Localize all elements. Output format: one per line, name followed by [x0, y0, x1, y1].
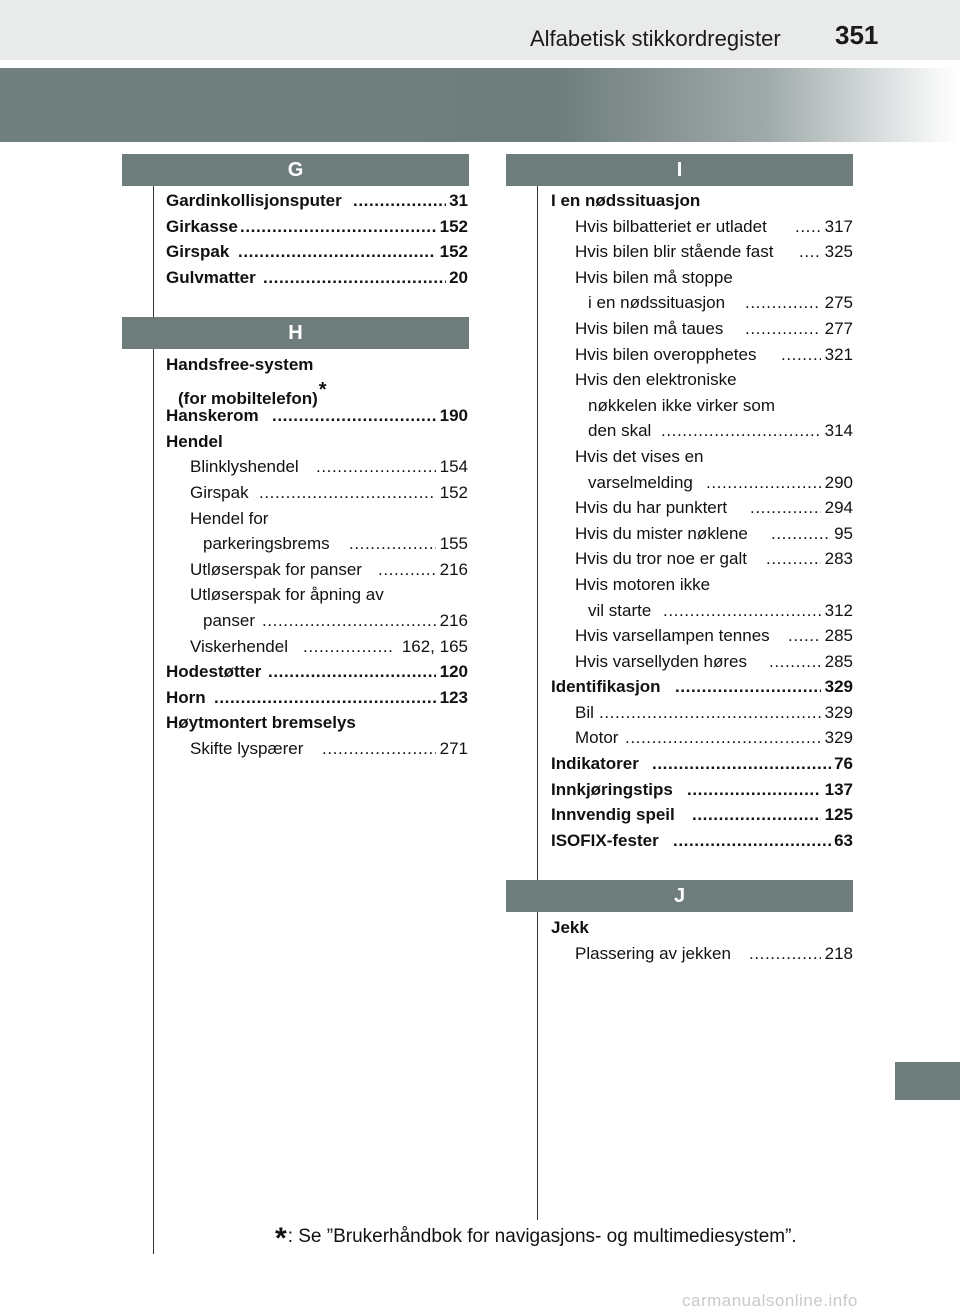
index-subentry — [166, 531, 468, 557]
entry-page: 314 — [824, 421, 853, 441]
entry-page: 63 — [834, 830, 853, 850]
entry-page: 285 — [824, 651, 853, 671]
entry-term: Blinklyshendel — [190, 457, 299, 477]
entry-page: 154 — [439, 457, 468, 477]
entry-term: Girspak — [190, 482, 249, 502]
entry-term: Hvis du tror noe er galt — [575, 549, 747, 569]
index-entry — [166, 239, 468, 265]
dot-leader — [745, 316, 821, 342]
chapter-tab — [895, 1062, 960, 1100]
dot-leader — [599, 700, 821, 726]
footnote-marker: * — [275, 1222, 287, 1255]
entry-term: Gulvmatter — [166, 267, 256, 287]
dot-leader — [769, 649, 821, 675]
dot-leader — [322, 736, 436, 762]
entry-page: 155 — [439, 534, 468, 554]
section-header-j: J — [506, 880, 853, 912]
entry-page: 216 — [439, 610, 468, 630]
entry-page: 125 — [824, 805, 853, 825]
dot-leader — [263, 265, 446, 291]
index-subentry — [551, 342, 853, 368]
entry-page: 95 — [834, 523, 853, 543]
entry-term: Identifikasjon — [551, 677, 661, 697]
entry-term: Gardinkollisjonsputer — [166, 191, 342, 210]
dot-leader — [349, 531, 436, 557]
index-subentry — [551, 367, 853, 393]
dot-leader — [240, 214, 436, 240]
entry-term: Høytmontert bremselys — [166, 713, 356, 733]
index-subentry — [551, 521, 853, 547]
entry-term: Innkjøringstips — [551, 779, 673, 799]
entry-term: Viskerhendel — [190, 636, 288, 656]
dot-leader — [788, 623, 821, 649]
index-entry — [166, 710, 468, 736]
entry-term: Hvis motoren ikke — [575, 574, 711, 594]
entry-term: Innvendig speil — [551, 805, 675, 825]
entry-page: 329 — [824, 702, 853, 722]
entry-term: parkeringsbrems — [203, 534, 330, 554]
dot-leader — [238, 239, 436, 265]
page-number: 351 — [835, 20, 879, 50]
entry-page: 120 — [439, 662, 468, 682]
index-entry — [551, 777, 853, 803]
entry-term: Hvis varsellyden høres — [575, 651, 747, 671]
entry-page: 294 — [824, 498, 853, 518]
entry-term: vil starte — [588, 600, 652, 620]
entry-page: 216 — [439, 559, 468, 579]
dot-leader — [652, 751, 831, 777]
index-entry — [551, 828, 853, 854]
dot-leader — [692, 802, 821, 828]
section-entries-h — [166, 352, 468, 762]
index-subentry — [166, 634, 468, 660]
entry-term: Hvis bilen blir stående fast — [575, 242, 774, 262]
dot-leader — [750, 495, 821, 521]
entry-page: 31 — [449, 191, 468, 210]
entry-page: 275 — [824, 293, 853, 313]
footnote — [275, 1222, 797, 1256]
index-entry — [166, 685, 468, 711]
watermark: carmanualsonline.info — [682, 1291, 858, 1310]
index-entry — [166, 188, 468, 214]
entry-term: Motor — [575, 728, 619, 748]
entry-page: 123 — [439, 687, 468, 707]
dot-leader — [272, 403, 436, 429]
entry-term: Bil — [575, 702, 594, 722]
index-subentry — [551, 290, 853, 316]
entry-term: Hendel for — [190, 508, 269, 528]
index-entry — [166, 265, 468, 291]
entry-term: Hendel — [166, 431, 223, 451]
index-subentry — [166, 557, 468, 583]
entry-term: Hvis den elektroniske — [575, 370, 737, 390]
dot-leader — [766, 546, 821, 572]
dot-leader — [799, 239, 821, 265]
index-subentry — [551, 495, 853, 521]
entry-term: Handsfree-system — [166, 355, 314, 374]
entry-page: 152 — [439, 482, 468, 502]
entry-page: 290 — [824, 472, 853, 492]
footnote-text: : Se ”Brukerhåndbok for navigasjons- og multimediesystem”. — [287, 1226, 797, 1247]
entry-page: 317 — [824, 216, 853, 236]
dot-leader — [673, 828, 831, 854]
header-strip — [0, 0, 960, 60]
entry-page: 152 — [439, 216, 468, 236]
entry-term: Utløserspak for åpning av — [190, 585, 384, 605]
entry-term: Hvis du har punktert — [575, 498, 728, 518]
entry-term: i en nødssituasjon — [588, 293, 726, 313]
index-entry — [166, 659, 468, 685]
section-header-i: I — [506, 154, 853, 186]
index-entry — [551, 802, 853, 828]
index-entry — [551, 915, 853, 941]
index-subentry — [551, 418, 853, 444]
entry-term: Hvis bilen må taues — [575, 318, 724, 338]
index-subentry — [166, 480, 468, 506]
column-divider-right — [537, 178, 538, 1220]
index-entry — [166, 352, 468, 378]
index-entry — [551, 751, 853, 777]
entry-page: 271 — [439, 738, 468, 758]
index-subentry — [166, 506, 468, 532]
entry-page: 137 — [824, 779, 853, 799]
index-subentry — [551, 623, 853, 649]
dot-leader — [259, 480, 436, 506]
dot-leader — [771, 521, 831, 547]
dot-leader — [625, 725, 821, 751]
index-subentry — [551, 725, 853, 751]
dot-leader — [675, 674, 821, 700]
entry-term: Plassering av jekken — [575, 943, 731, 963]
entry-page: 190 — [439, 406, 468, 426]
entry-page: 325 — [824, 242, 853, 262]
index-subentry — [166, 582, 468, 608]
dot-leader — [706, 470, 821, 496]
entry-term: Girkasse — [166, 216, 238, 236]
dot-leader — [749, 941, 821, 967]
page-header-title: Alfabetisk stikkordregister — [530, 26, 781, 51]
index-subentry — [551, 214, 853, 240]
index-entry — [166, 403, 468, 429]
entry-term: panser — [203, 610, 255, 630]
dot-leader — [745, 290, 821, 316]
dot-leader — [795, 214, 821, 240]
entry-term: Hodestøtter — [166, 662, 262, 682]
index-subentry — [551, 700, 853, 726]
dot-leader — [687, 777, 821, 803]
index-subentry — [551, 316, 853, 342]
section-header-g: G — [122, 154, 469, 186]
dot-leader — [262, 608, 436, 634]
index-subentry — [551, 239, 853, 265]
entry-term: Jekk — [551, 918, 589, 937]
section-entries-j — [551, 915, 853, 966]
index-entry — [166, 214, 468, 240]
footnote-marker: * — [318, 378, 327, 401]
dot-leader — [353, 188, 446, 214]
entry-term: Horn — [166, 687, 206, 707]
entry-page: 20 — [449, 267, 468, 287]
index-subentry — [551, 598, 853, 624]
entry-term: Hvis du mister nøklene — [575, 523, 748, 543]
entry-page: 162, 165 — [401, 636, 468, 656]
entry-page: 321 — [824, 344, 853, 364]
index-subentry — [551, 546, 853, 572]
entry-term: Girspak — [166, 242, 230, 262]
entry-page: 329 — [824, 677, 853, 697]
index-subentry — [166, 736, 468, 762]
entry-term-continuation: (for mobiltelefon)* — [178, 378, 327, 408]
entry-page: 312 — [824, 600, 853, 620]
section-entries-i — [551, 188, 853, 853]
entry-term: I en nødssituasjon — [551, 191, 701, 210]
entry-term: Indikatorer — [551, 754, 639, 774]
entry-term: Hanskerom — [166, 406, 259, 426]
entry-page: 285 — [824, 626, 853, 646]
index-subentry — [551, 470, 853, 496]
index-entry — [551, 188, 853, 214]
entry-term: varselmelding — [588, 472, 693, 492]
index-subentry — [551, 941, 853, 967]
entry-term: Hvis bilbatteriet er utladet — [575, 216, 767, 236]
entry-page: 329 — [824, 728, 853, 748]
dot-leader — [316, 454, 436, 480]
index-subentry — [166, 454, 468, 480]
entry-term: Skifte lyspærer — [190, 738, 304, 758]
index-subentry — [551, 393, 853, 419]
index-entry — [166, 429, 468, 455]
entry-term: ISOFIX-fester — [551, 830, 659, 850]
header-banner — [0, 68, 960, 142]
section-header-h: H — [122, 317, 469, 349]
entry-term: Hvis bilen overopphetes — [575, 344, 757, 364]
entry-term: Utløserspak for panser — [190, 559, 362, 579]
dot-leader — [303, 634, 394, 660]
dot-leader — [781, 342, 821, 368]
entry-term: nøkkelen ikke virker som — [588, 395, 776, 415]
section-entries-g — [166, 188, 468, 290]
entry-page: 76 — [834, 754, 853, 774]
entry-term: Hvis varsellampen tennes — [575, 626, 770, 646]
dot-leader — [268, 659, 436, 685]
entry-page: 277 — [824, 318, 853, 338]
index-subentry — [551, 572, 853, 598]
dot-leader — [661, 418, 821, 444]
entry-page: 218 — [824, 943, 853, 963]
index-entry — [166, 378, 468, 408]
dot-leader — [663, 598, 821, 624]
entry-page: 152 — [439, 242, 468, 262]
entry-term: Hvis bilen må stoppe — [575, 267, 733, 287]
index-subentry — [551, 649, 853, 675]
index-subentry — [166, 608, 468, 634]
entry-term: Hvis det vises en — [575, 446, 704, 466]
index-entry — [551, 674, 853, 700]
dot-leader — [378, 557, 436, 583]
entry-term: den skal — [588, 421, 652, 441]
index-subentry — [551, 265, 853, 291]
index-subentry — [551, 444, 853, 470]
entry-page: 283 — [824, 549, 853, 569]
dot-leader — [214, 685, 436, 711]
